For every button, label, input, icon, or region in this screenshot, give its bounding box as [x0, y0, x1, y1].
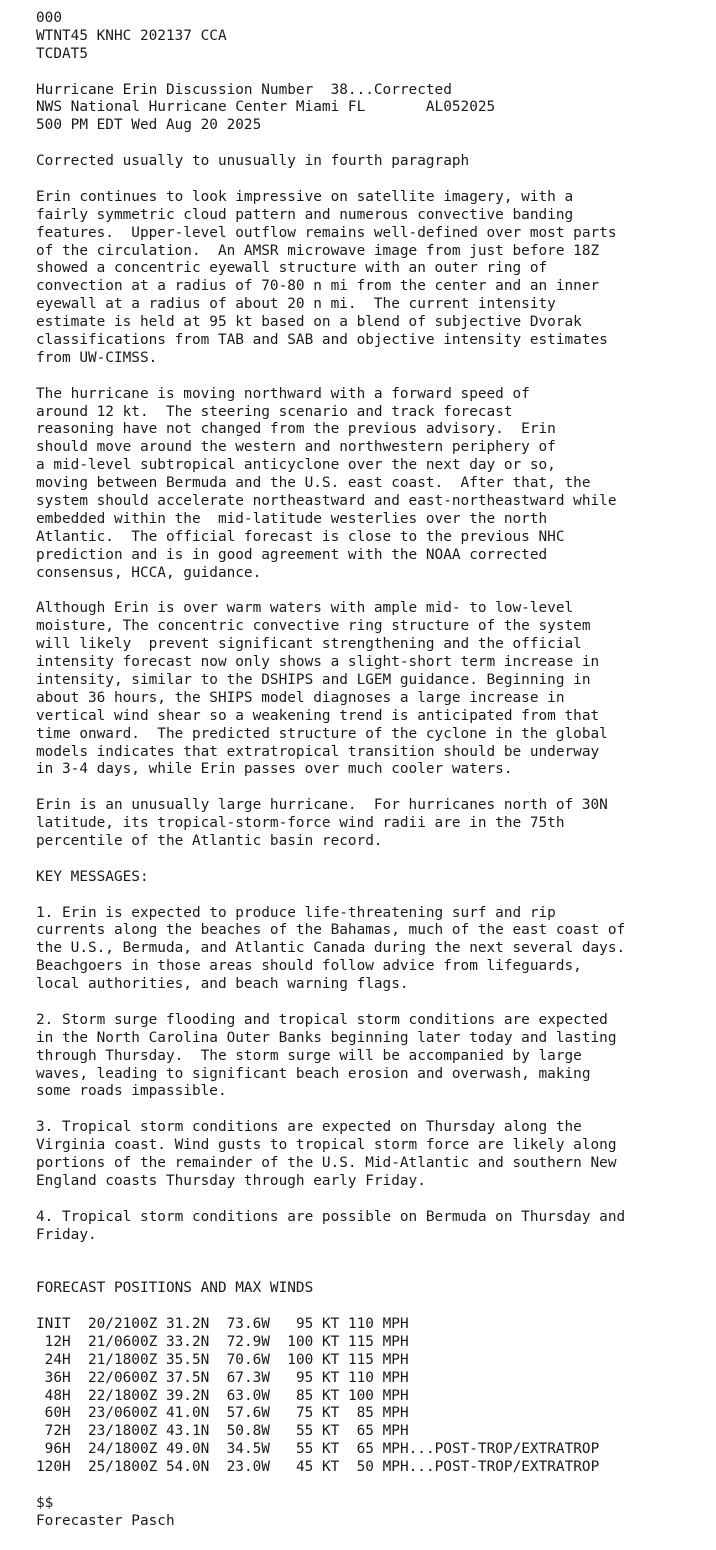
forecast-kt-unit: KT	[321, 1351, 340, 1368]
forecast-lat: 37.5N	[165, 1369, 210, 1386]
key-message-line: England coasts Thursday through early Friday.	[36, 1172, 426, 1189]
forecast-heading: FORECAST POSITIONS AND MAX WINDS	[36, 1280, 314, 1297]
blank-line	[36, 1191, 716, 1209]
forecast-mph: 115	[347, 1351, 374, 1368]
forecaster-name: Forecaster Pasch	[36, 1512, 175, 1529]
forecast-kt-unit: KT	[321, 1423, 340, 1440]
forecast-row	[36, 1370, 716, 1388]
forecast-mph-unit: MPH	[382, 1351, 409, 1368]
forecast-row	[36, 1423, 716, 1441]
forecast-note: ...POST-TROP/EXTRATROP	[408, 1459, 600, 1476]
forecast-kt: 55	[278, 1441, 314, 1458]
paragraph-line: in 3-4 days, while Erin passes over much cooler waters.	[36, 761, 513, 778]
discussion-paragraph	[36, 386, 716, 583]
paragraph-line: moisture, The concentric convective ring structure of the system	[36, 618, 591, 635]
blank-line	[36, 135, 716, 153]
key-message-line: 2. Storm surge flooding and tropical storm conditions are expected	[36, 1011, 608, 1028]
forecast-row	[36, 1459, 716, 1477]
key-message-line: currents along the beaches of the Bahamas, much of the east coast of	[36, 922, 626, 939]
key-message-line: local authorities, and beach warning flags.	[36, 976, 409, 993]
forecast-kt-unit: KT	[321, 1316, 340, 1333]
forecast-lat: 35.5N	[165, 1351, 210, 1368]
forecast-mph-unit: MPH	[382, 1423, 409, 1440]
forecast-kt: 100	[278, 1333, 314, 1350]
paragraph-line: of the circulation. An AMSR microwave image from just before 18Z	[36, 242, 600, 259]
wmo-header: WTNT45 KNHC 202137 CCA	[36, 27, 227, 44]
forecast-kt: 45	[278, 1459, 314, 1476]
blank-line	[36, 1244, 716, 1262]
forecast-mph: 65	[347, 1441, 374, 1458]
forecast-time: 23/0600Z	[87, 1405, 158, 1422]
forecast-lon: 63.0W	[217, 1387, 270, 1404]
forecast-note: ...POST-TROP/EXTRATROP	[408, 1441, 600, 1458]
forecast-lon: 70.6W	[217, 1351, 270, 1368]
blank-line	[36, 64, 716, 82]
paragraph-line: percentile of the Atlantic basin record.	[36, 832, 383, 849]
key-message	[36, 905, 716, 994]
forecast-kt-unit: KT	[321, 1387, 340, 1404]
paragraph-line: The hurricane is moving northward with a forward speed of	[36, 385, 530, 402]
paragraph-line: reasoning have not changed from the previous advisory. Erin	[36, 421, 556, 438]
paragraph-line: consensus, HCCA, guidance.	[36, 564, 262, 581]
discussion-text	[36, 10, 716, 1531]
paragraph-line: a mid-level subtropical anticyclone over the next day or so,	[36, 457, 556, 474]
key-message-line: portions of the remainder of the U.S. Mid-Atlantic and southern New	[36, 1155, 617, 1171]
key-message-line: waves, leading to significant beach erosion and overwash, making	[36, 1065, 591, 1082]
forecast-mph-unit: MPH	[382, 1387, 409, 1404]
blank-line	[36, 779, 716, 797]
discussion-paragraph	[36, 797, 716, 851]
forecast-hour: 48H	[36, 1387, 71, 1404]
paragraph-line: fairly symmetric cloud pattern and numerous convective banding	[36, 206, 574, 223]
key-message	[36, 1012, 716, 1101]
blank-line	[36, 1262, 716, 1280]
forecast-time: 25/1800Z	[87, 1459, 158, 1476]
paragraph-line: embedded within the mid-latitude westerlies over the north	[36, 510, 548, 527]
forecast-lon: 34.5W	[217, 1441, 270, 1458]
blank-line	[36, 851, 716, 869]
blank-line	[36, 171, 716, 189]
forecast-mph: 110	[347, 1316, 374, 1333]
paragraph-line: prediction and is in good agreement with the NOAA corrected	[36, 546, 548, 563]
forecast-mph-unit: MPH	[382, 1333, 409, 1350]
key-message-line: 3. Tropical storm conditions are expected on Thursday along the	[36, 1119, 582, 1136]
paragraph-line: intensity forecast now only shows a slight-short term increase in	[36, 654, 600, 671]
key-message-line: Beachgoers in those areas should follow advice from lifeguards,	[36, 958, 582, 975]
forecast-mph-unit: MPH	[382, 1459, 409, 1476]
blank-line	[36, 1298, 716, 1316]
paragraph-line: vertical wind shear so a weakening trend is anticipated from that	[36, 707, 600, 724]
paragraph-line: from UW-CIMSS.	[36, 349, 158, 366]
key-message-line: some roads impassible.	[36, 1083, 227, 1100]
forecast-kt: 85	[278, 1387, 314, 1404]
forecast-time: 22/1800Z	[87, 1387, 158, 1404]
key-messages-heading: KEY MESSAGES:	[36, 868, 149, 885]
paragraph-line: features. Upper-level outflow remains well-defined over most parts	[36, 224, 617, 241]
forecast-time: 24/1800Z	[87, 1441, 158, 1458]
forecast-mph: 85	[347, 1405, 374, 1422]
paragraph-line: time onward. The predicted structure of the cyclone in the global	[36, 725, 608, 742]
forecast-hour: 96H	[36, 1441, 71, 1458]
forecast-row	[36, 1352, 716, 1370]
blank-line	[36, 1477, 716, 1495]
product-code: 000	[36, 10, 62, 26]
key-message	[36, 1209, 716, 1245]
paragraph-line: classifications from TAB and SAB and objective intensity estimates	[36, 332, 608, 349]
forecast-lon: 50.8W	[217, 1423, 270, 1440]
forecast-time: 21/1800Z	[87, 1351, 158, 1368]
forecast-lat: 33.2N	[165, 1333, 210, 1350]
forecast-kt-unit: KT	[321, 1333, 340, 1350]
forecast-mph: 100	[347, 1387, 374, 1404]
paragraph-line: Erin is an unusually large hurricane. For hurricanes north of 30N	[36, 797, 608, 814]
paragraph-line: should move around the western and northwestern periphery of	[36, 439, 556, 456]
paragraph-line: will likely prevent significant strengthening and the official	[36, 636, 582, 653]
forecast-row	[36, 1388, 716, 1406]
forecast-hour: 12H	[36, 1333, 71, 1350]
forecast-row	[36, 1441, 716, 1459]
forecast-mph-unit: MPH	[382, 1405, 409, 1422]
forecast-lat: 31.2N	[165, 1316, 210, 1333]
forecast-kt-unit: KT	[321, 1405, 340, 1422]
forecast-time: 23/1800Z	[87, 1423, 158, 1440]
blank-line	[36, 583, 716, 601]
forecast-hour: 72H	[36, 1423, 71, 1440]
forecast-table	[36, 1316, 716, 1477]
forecast-lon: 57.6W	[217, 1405, 270, 1422]
forecast-mph: 110	[347, 1369, 374, 1386]
forecast-lat: 54.0N	[165, 1459, 210, 1476]
key-message-line: 4. Tropical storm conditions are possible on Bermuda on Thursday and	[36, 1208, 626, 1225]
forecast-mph: 65	[347, 1423, 374, 1440]
blank-line	[36, 994, 716, 1012]
forecast-kt-unit: KT	[321, 1441, 340, 1458]
issue-time: 500 PM EDT Wed Aug 20 2025	[36, 117, 262, 134]
paragraph-line: showed a concentric eyewall structure with an outer ring of	[36, 260, 548, 277]
paragraph-line: Erin continues to look impressive on satellite imagery, with a	[36, 188, 574, 205]
paragraph-line: moving between Bermuda and the U.S. east coast. After that, the	[36, 475, 591, 492]
forecast-lon: 73.6W	[217, 1316, 270, 1333]
key-message-line: 1. Erin is expected to produce life-threatening surf and rip	[36, 904, 556, 921]
blank-line	[36, 1101, 716, 1119]
paragraph-line: system should accelerate northeastward and east-northeastward while	[36, 493, 617, 510]
forecast-kt: 100	[278, 1351, 314, 1368]
forecast-mph: 50	[347, 1459, 374, 1476]
forecast-kt: 95	[278, 1316, 314, 1333]
forecast-hour: 24H	[36, 1351, 71, 1368]
forecast-hour: INIT	[36, 1316, 71, 1333]
forecast-row	[36, 1405, 716, 1423]
end-marker: $$	[36, 1494, 54, 1511]
paragraph-line: eyewall at a radius of about 20 n mi. The current intensity	[36, 296, 556, 313]
forecast-hour: 60H	[36, 1405, 71, 1422]
forecast-mph: 115	[347, 1333, 374, 1350]
key-message-line: in the North Carolina Outer Banks beginning later today and lasting	[36, 1029, 617, 1046]
forecast-mph-unit: MPH	[382, 1441, 409, 1458]
forecast-lon: 23.0W	[217, 1459, 270, 1476]
forecast-kt-unit: KT	[321, 1459, 340, 1476]
forecast-time: 22/0600Z	[87, 1369, 158, 1386]
forecast-mph-unit: MPH	[382, 1316, 409, 1333]
paragraph-line: estimate is held at 95 kt based on a blend of subjective Dvorak	[36, 314, 582, 331]
forecast-mph-unit: MPH	[382, 1369, 409, 1386]
forecast-row	[36, 1334, 716, 1352]
paragraph-line: latitude, its tropical-storm-force wind radii are in the 75th	[36, 815, 565, 832]
forecast-hour: 36H	[36, 1369, 71, 1386]
correction-note: Corrected usually to unusually in fourth paragraph	[36, 153, 470, 170]
forecast-time: 21/0600Z	[87, 1333, 158, 1350]
key-message-line: Virginia coast. Wind gusts to tropical storm force are likely along	[36, 1137, 617, 1154]
paragraph-line: convection at a radius of 70-80 n mi from the center and an inner	[36, 278, 600, 295]
discussion-title: Hurricane Erin Discussion Number 38...Corrected	[36, 81, 452, 98]
paragraph-line: about 36 hours, the SHIPS model diagnoses a large increase in	[36, 689, 565, 706]
forecast-kt: 75	[278, 1405, 314, 1422]
issuing-office: NWS National Hurricane Center Miami FL AL052025	[36, 99, 496, 116]
forecast-lat: 43.1N	[165, 1423, 210, 1440]
forecast-kt: 55	[278, 1423, 314, 1440]
blank-line	[36, 368, 716, 386]
discussion-paragraph	[36, 189, 716, 368]
paragraph-line: models indicates that extratropical transition should be underway	[36, 743, 600, 760]
forecast-row	[36, 1316, 716, 1334]
key-message-line: Friday.	[36, 1226, 97, 1243]
forecast-kt: 95	[278, 1369, 314, 1386]
key-message	[36, 1119, 716, 1191]
forecast-lat: 49.0N	[165, 1441, 210, 1458]
paragraph-line: Although Erin is over warm waters with ample mid- to low-level	[36, 600, 574, 617]
key-message-line: the U.S., Bermuda, and Atlantic Canada during the next several days.	[36, 940, 626, 957]
paragraph-line: intensity, similar to the DSHIPS and LGEM guidance. Beginning in	[36, 671, 591, 688]
forecast-time: 20/2100Z	[87, 1316, 158, 1333]
forecast-hour: 120H	[36, 1459, 71, 1476]
forecast-lat: 39.2N	[165, 1387, 210, 1404]
forecast-lon: 67.3W	[217, 1369, 270, 1386]
discussion-paragraph	[36, 600, 716, 779]
key-message-line: through Thursday. The storm surge will be accompanied by large	[36, 1047, 582, 1064]
forecast-kt-unit: KT	[321, 1369, 340, 1386]
paragraph-line: Atlantic. The official forecast is close to the previous NHC	[36, 528, 565, 545]
blank-line	[36, 887, 716, 905]
paragraph-line: around 12 kt. The steering scenario and track forecast	[36, 403, 513, 420]
forecast-lon: 72.9W	[217, 1333, 270, 1350]
forecast-lat: 41.0N	[165, 1405, 210, 1422]
product-id: TCDAT5	[36, 45, 88, 62]
